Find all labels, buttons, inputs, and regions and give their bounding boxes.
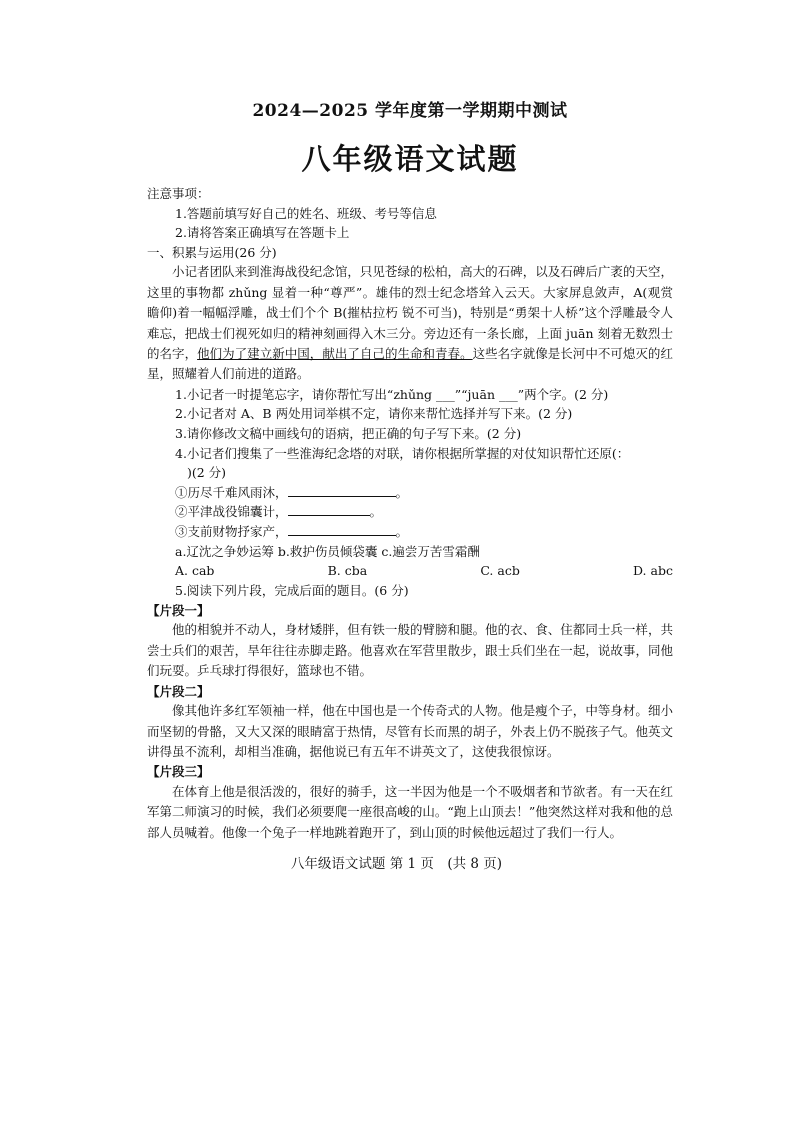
- segment-2-label: 【片段二】: [147, 683, 210, 699]
- section-heading: 一、积累与运用(26 分): [147, 244, 277, 260]
- segment-1-label: 【片段一】: [147, 602, 210, 618]
- question-1: 1.小记者一时提笔忘字，请你帮忙写出“zhǔng ___”“juān ___”两个字。(2 分): [175, 386, 609, 402]
- segment-3-text: 在体育上他是很活泼的，很好的骑手，这一半因为他是一个不吸烟者和节欲者。有一天在红军第二师演习的时候，我们必须要爬一座很高峻的山。“跑上山顶去！”他突然这样对我和他的总部人员喊着。他像一个兔子一样地跳着跑开了，到山顶的时候他远超过了我们一行人。: [147, 783, 673, 840]
- passage-text-b: 这些名字就像是长河中不可熄灭的红星，照耀着人们前进的道路。: [147, 346, 673, 382]
- notes-heading: 注意事项：: [147, 186, 210, 201]
- couplet-1-text: ①历尽千难风雨沐，: [175, 484, 288, 500]
- underlined-sentence: 他们为了建立新中国，献出了自己的生命和青春。: [197, 346, 473, 361]
- segment-1-text: 他的相貌并不动人，身材矮胖，但有铁一般的臂膀和腿。他的衣、食、住都同士兵一样，共尝士兵们的艰苦，旱年往往赤脚走路。他喜欢在军营里散步，跟士兵们坐在一起，说故事，同他们玩耍。乒乓球打得很好，篮球也不错。: [147, 622, 673, 679]
- choice-c: C. acb: [480, 563, 520, 579]
- passage-text-a: 小记者团队来到淮海战役纪念馆，只见苍绿的松柏，高大的石碑，以及石碑后广袤的天空，这里的事物都 zhǔng 显着一种“尊严”。雄伟的烈士纪念塔耸入云天。大家屏息敛声，A(观赏 瞻仰)着一幅幅浮雕，战士们个个 B(摧枯拉朽 锐不可当)，特别是“勇架十人桥”这个浮雕最令人难忘，把战士们视死如归的精神刻画得入木三分。旁边还有一条长廊，上面 juān 刻着无数烈士的名字，: [147, 264, 673, 361]
- couplet-1: ①历尽千难风雨沐， 。: [175, 484, 409, 500]
- question-2: 2.小记者对 A、B 两处用词举棋不定，请你来帮忙选择并写下来。(2 分): [175, 406, 573, 422]
- choice-d: D. abc: [632, 563, 673, 579]
- question-4: 4.小记者们搜集了一些淮海纪念塔的对联，请你根据所掌握的对仗知识帮忙还原(：: [175, 445, 630, 461]
- question-3: 3.请你修改文稿中画线句的语病，把正确的句子写下来。(2 分): [175, 426, 522, 441]
- answer-blank: [288, 484, 396, 497]
- choice-row: [147, 561, 673, 581]
- exam-page: [147, 96, 673, 843]
- question-5: 5.阅读下列片段，完成后面的题目。(6 分): [175, 583, 409, 599]
- exam-subject-title: 八年级语文试题: [301, 142, 519, 176]
- couplet-options: a.辽沈之争妙运筹 b.救护伤员倾袋囊 c.遍尝万苦雪霜酬: [175, 543, 480, 559]
- segment-2-text: 像其他许多红军领袖一样，他在中国也是一个传奇式的人物。他是瘦个子，中等身材。细小而坚韧的骨骼，又大又深的眼睛富于热情，尽管有长而黑的胡子，外表上仍不脱孩子气。他英文讲得虽不流利，却相当准确，据他说已有五年不讲英文了，这使我很惊讶。: [147, 703, 673, 759]
- answer-blank: [288, 503, 370, 516]
- couplet-3: ③支前财物抒家产， 。: [175, 523, 409, 539]
- note-item-2: 2.请将答案正确填写在答题卡上: [175, 225, 350, 241]
- couplet-2-text: ②平津战役锦囊计，: [175, 504, 288, 520]
- segment-3-label: 【片段三】: [147, 764, 210, 780]
- couplet-3-text: ③支前财物抒家产，: [175, 523, 288, 539]
- reporter-passage: [147, 262, 673, 384]
- exam-title: 2024—2025 学年度第一学期期中测试: [252, 101, 568, 121]
- answer-blank: [288, 523, 396, 536]
- note-item-1: 1.答题前填写好自己的姓名、班级、考号等信息: [175, 205, 437, 221]
- choice-b: B. cba: [327, 563, 368, 579]
- question-4-score: )(2 分): [187, 465, 227, 481]
- page-footer: 八年级语文试题 第 1 页 (共 8 页): [290, 856, 503, 872]
- choice-a: A. cab: [175, 563, 215, 579]
- couplet-2: ②平津战役锦囊计， 。: [175, 504, 383, 520]
